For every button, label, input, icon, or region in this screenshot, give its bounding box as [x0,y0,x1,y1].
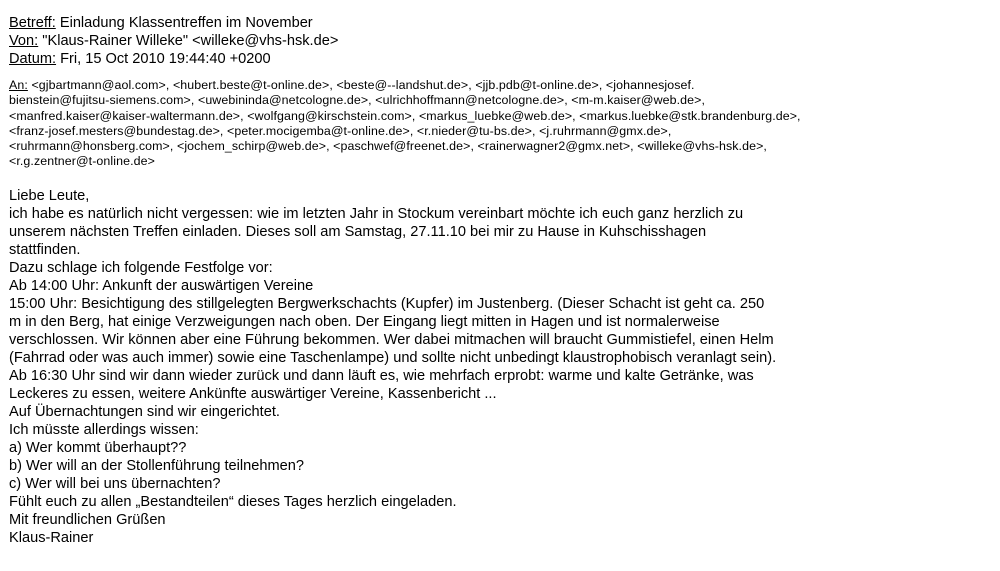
body-line: Klaus-Rainer [9,529,94,546]
date-value: Fri, 15 Oct 2010 19:44:40 +0200 [60,51,271,67]
recipients-line: <manfred.kaiser@kaiser-waltermann.de>, <wolfgang@kirschstein.com>, <markus_luebke@web.de>, <markus.luebke@stk.brandenburg.de>, [9,108,801,123]
recipients-line [9,78,994,93]
subject-row [9,14,994,32]
recipients-label: An: [9,78,28,92]
recipients-block [9,78,994,170]
body-line: verschlossen. Wir können aber eine Führung bekommen. Wer dabei mitmachen will braucht Gummistiefel, einen Helm [9,331,774,348]
from-value: "Klaus-Rainer Willeke" <willeke@vhs-hsk.de> [42,33,339,49]
body-line: Ich müsste allerdings wissen: [9,421,199,438]
body-line: Dazu schlage ich folgende Festfolge vor: [9,259,273,276]
body-line: ich habe es natürlich nicht vergessen: wie im letzten Jahr in Stockum vereinbart möchte ich euch ganz herzlich zu [9,205,744,222]
email-message [9,14,994,547]
body-line: m in den Berg, hat einige Verzweigungen nach oben. Der Eingang liegt mitten in Hagen und ist normalerweise [9,313,720,330]
body-line: Fühlt euch zu allen „Bestandteilen“ dieses Tages herzlich eingeladen. [9,493,457,510]
date-label: Datum: [9,51,57,67]
recipients-line: bienstein@fujitsu-siemens.com>, <uwebininda@netcologne.de>, <ulrichhoffmann@netcologne.de>, <m-m.kaiser@web.de>, [9,93,706,108]
message-body [9,187,994,547]
body-line: (Fahrrad oder was auch immer) sowie eine Taschenlampe) und sollte nicht unbedingt klaustrophobisch veranlagt sein). [9,349,777,366]
body-line: Ab 16:30 Uhr sind wir dann wieder zurück und dann läuft es, wie mehrfach erprobt: warme und kalte Getränke, was [9,367,754,384]
recipients-line: <franz-josef.mesters@bundestag.de>, <peter.mocigemba@t-online.de>, <r.nieder@tu-bs.de>, <j.ruhrmann@gmx.de>, [9,123,672,138]
body-line: Ab 14:00 Uhr: Ankunft der auswärtigen Vereine [9,277,314,294]
body-line: 15:00 Uhr: Besichtigung des stillgelegten Bergwerkschachts (Kupfer) im Justenberg. (Dieser Schacht ist geht ca. 250 [9,295,765,312]
recipients-line: <ruhrmann@honsberg.com>, <jochem_schirp@web.de>, <paschwef@freenet.de>, <rainerwagner2@gmx.net>, <willeke@vhs-hsk.de>, [9,139,767,154]
recipients-text: <gjbartmann@aol.com>, <hubert.beste@t-online.de>, <beste@--landshut.de>, <jjb.pdb@t-online.de>, <johannesjosef. [31,78,695,92]
from-label: Von: [9,33,39,49]
subject-value: Einladung Klassentreffen im November [59,15,313,31]
body-line: a) Wer kommt überhaupt?? [9,439,187,456]
recipients-line: <r.g.zentner@t-online.de> [9,154,155,169]
body-line: stattfinden. [9,241,81,258]
body-line: Auf Übernachtungen sind wir eingerichtet. [9,403,280,420]
body-line: unserem nächsten Treffen einladen. Dieses soll am Samstag, 27.11.10 bei mir zu Hause in Kuhschisshagen [9,223,707,240]
body-line: c) Wer will bei uns übernachten? [9,475,221,492]
from-row [9,32,994,50]
body-line: Mit freundlichen Grüßen [9,511,166,528]
body-line: Liebe Leute, [9,187,90,204]
date-row [9,50,994,68]
body-line: b) Wer will an der Stollenführung teilnehmen? [9,457,305,474]
subject-label: Betreff: [9,15,56,31]
body-line: Leckeres zu essen, weitere Ankünfte auswärtiger Vereine, Kassenbericht ... [9,385,497,402]
